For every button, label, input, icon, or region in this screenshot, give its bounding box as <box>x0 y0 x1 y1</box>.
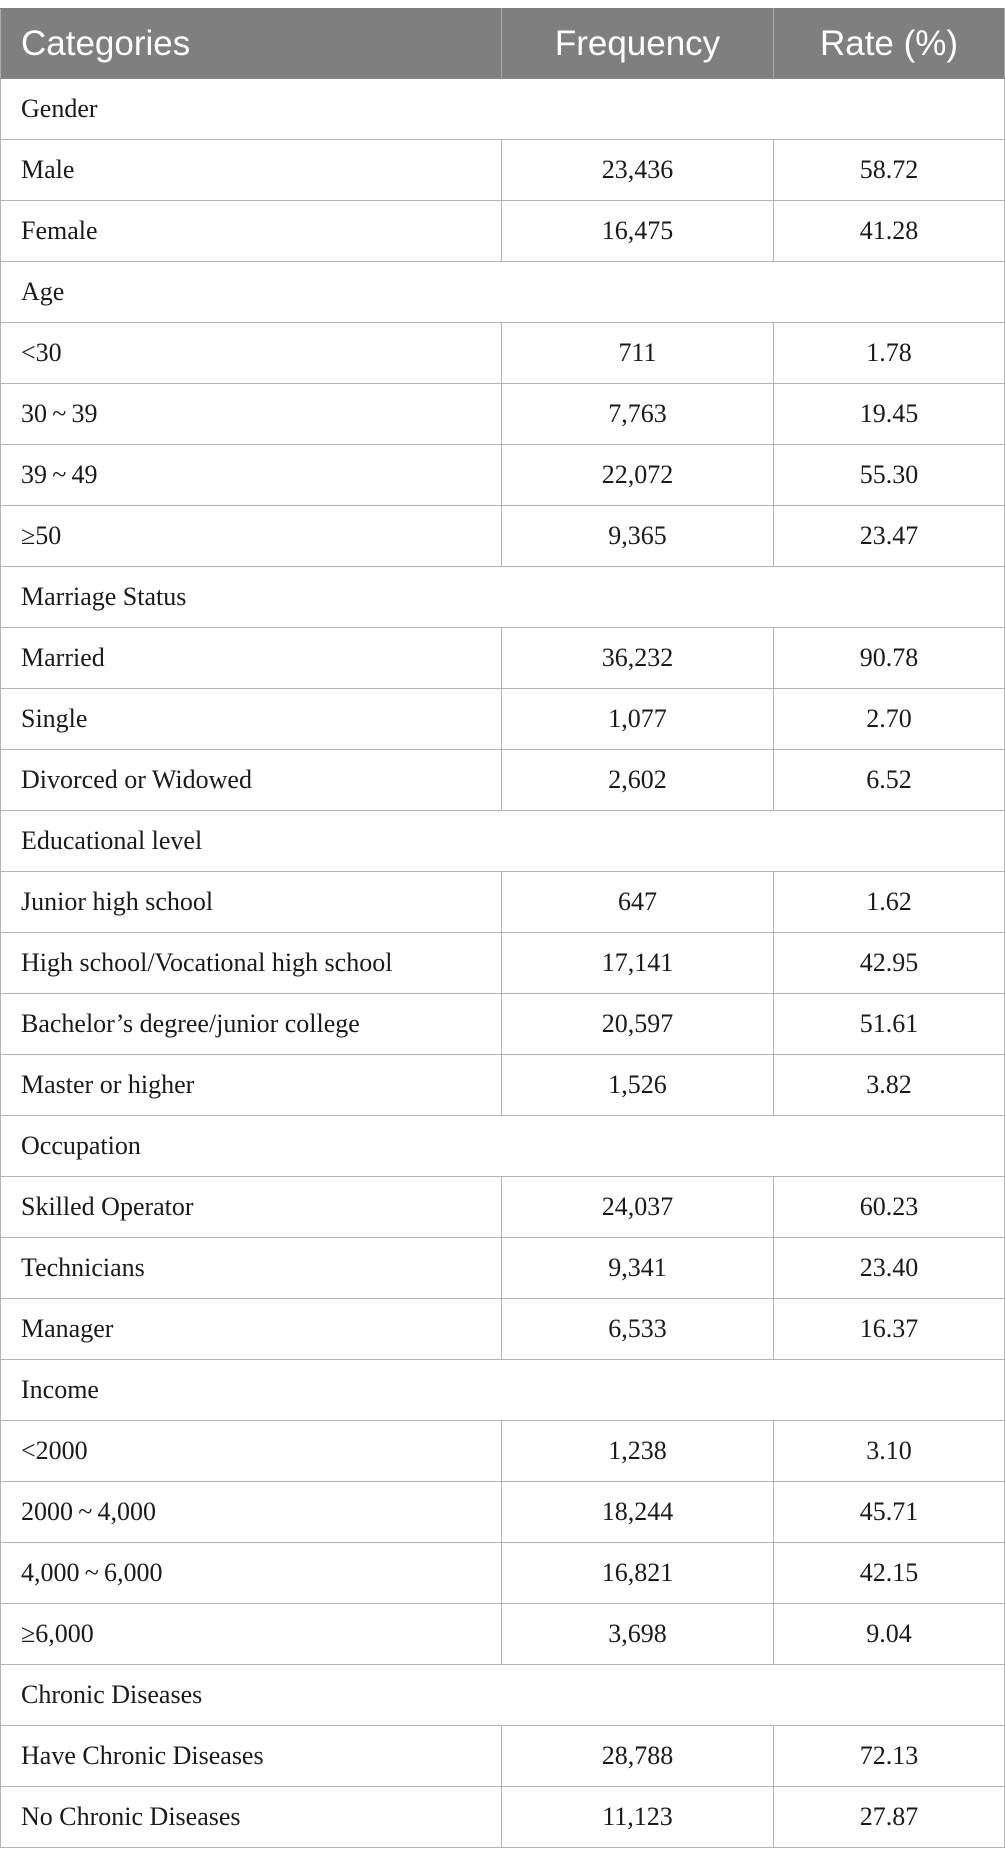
rate-cell: 51.61 <box>774 994 1005 1055</box>
frequency-cell: 2,602 <box>502 750 774 811</box>
category-cell: 2000 ~ 4,000 <box>1 1482 502 1543</box>
frequency-cell: 3,698 <box>502 1604 774 1665</box>
rate-cell: 42.95 <box>774 933 1005 994</box>
table-row <box>1 445 1005 506</box>
header-categories: Categories <box>1 9 502 79</box>
rate-cell: 72.13 <box>774 1726 1005 1787</box>
frequency-cell: 9,341 <box>502 1238 774 1299</box>
header-row <box>1 9 1005 79</box>
table-row <box>1 506 1005 567</box>
rate-cell: 27.87 <box>774 1787 1005 1848</box>
frequency-cell: 36,232 <box>502 628 774 689</box>
table-row <box>1 689 1005 750</box>
table-row <box>1 872 1005 933</box>
rate-cell: 3.82 <box>774 1055 1005 1116</box>
rate-cell: 58.72 <box>774 140 1005 201</box>
header-frequency: Frequency <box>502 9 774 79</box>
rate-cell: 3.10 <box>774 1421 1005 1482</box>
section-row <box>1 262 1005 323</box>
frequency-cell: 16,475 <box>502 201 774 262</box>
section-title: Age <box>1 262 1005 323</box>
category-cell: ≥6,000 <box>1 1604 502 1665</box>
table-body <box>1 79 1005 1848</box>
table-row <box>1 201 1005 262</box>
category-cell: 30 ~ 39 <box>1 384 502 445</box>
table-row <box>1 628 1005 689</box>
frequency-cell: 711 <box>502 323 774 384</box>
category-cell: 39 ~ 49 <box>1 445 502 506</box>
table-row <box>1 1177 1005 1238</box>
category-cell: Male <box>1 140 502 201</box>
frequency-cell: 11,123 <box>502 1787 774 1848</box>
table-row <box>1 1726 1005 1787</box>
table-header <box>1 9 1005 79</box>
frequency-cell: 28,788 <box>502 1726 774 1787</box>
category-cell: <30 <box>1 323 502 384</box>
rate-cell: 23.47 <box>774 506 1005 567</box>
category-cell: Divorced or Widowed <box>1 750 502 811</box>
category-cell: Master or higher <box>1 1055 502 1116</box>
category-cell: Manager <box>1 1299 502 1360</box>
section-title: Educational level <box>1 811 1005 872</box>
section-title: Gender <box>1 79 1005 140</box>
category-cell: Bachelor’s degree/junior college <box>1 994 502 1055</box>
frequency-cell: 24,037 <box>502 1177 774 1238</box>
frequency-cell: 23,436 <box>502 140 774 201</box>
section-title: Income <box>1 1360 1005 1421</box>
category-cell: Female <box>1 201 502 262</box>
category-cell: Have Chronic Diseases <box>1 1726 502 1787</box>
section-title: Occupation <box>1 1116 1005 1177</box>
frequency-cell: 1,077 <box>502 689 774 750</box>
frequency-cell: 20,597 <box>502 994 774 1055</box>
table-row <box>1 994 1005 1055</box>
rate-cell: 1.62 <box>774 872 1005 933</box>
category-cell: Technicians <box>1 1238 502 1299</box>
table-row <box>1 1421 1005 1482</box>
category-cell: Skilled Operator <box>1 1177 502 1238</box>
rate-cell: 90.78 <box>774 628 1005 689</box>
frequency-cell: 1,526 <box>502 1055 774 1116</box>
rate-cell: 2.70 <box>774 689 1005 750</box>
section-row <box>1 1360 1005 1421</box>
category-cell: Junior high school <box>1 872 502 933</box>
table-row <box>1 1482 1005 1543</box>
table-row <box>1 750 1005 811</box>
section-row <box>1 811 1005 872</box>
table-row <box>1 384 1005 445</box>
category-cell: 4,000 ~ 6,000 <box>1 1543 502 1604</box>
table-row <box>1 140 1005 201</box>
category-cell: Single <box>1 689 502 750</box>
rate-cell: 60.23 <box>774 1177 1005 1238</box>
header-rate: Rate (%) <box>774 9 1005 79</box>
frequency-cell: 17,141 <box>502 933 774 994</box>
table-row <box>1 1238 1005 1299</box>
section-title: Chronic Diseases <box>1 1665 1005 1726</box>
rate-cell: 55.30 <box>774 445 1005 506</box>
frequency-cell: 1,238 <box>502 1421 774 1482</box>
rate-cell: 19.45 <box>774 384 1005 445</box>
frequency-cell: 6,533 <box>502 1299 774 1360</box>
frequency-cell: 18,244 <box>502 1482 774 1543</box>
table-row <box>1 1055 1005 1116</box>
table-row <box>1 1604 1005 1665</box>
frequency-cell: 16,821 <box>502 1543 774 1604</box>
demographics-table <box>0 8 1005 1848</box>
table-row <box>1 1543 1005 1604</box>
rate-cell: 6.52 <box>774 750 1005 811</box>
rate-cell: 9.04 <box>774 1604 1005 1665</box>
category-cell: High school/Vocational high school <box>1 933 502 994</box>
section-row <box>1 1665 1005 1726</box>
category-cell: No Chronic Diseases <box>1 1787 502 1848</box>
frequency-cell: 22,072 <box>502 445 774 506</box>
rate-cell: 41.28 <box>774 201 1005 262</box>
category-cell: <2000 <box>1 1421 502 1482</box>
table-row <box>1 1787 1005 1848</box>
rate-cell: 23.40 <box>774 1238 1005 1299</box>
frequency-cell: 7,763 <box>502 384 774 445</box>
rate-cell: 1.78 <box>774 323 1005 384</box>
section-row <box>1 567 1005 628</box>
table-row <box>1 933 1005 994</box>
rate-cell: 16.37 <box>774 1299 1005 1360</box>
frequency-cell: 647 <box>502 872 774 933</box>
table-row <box>1 1299 1005 1360</box>
category-cell: ≥50 <box>1 506 502 567</box>
category-cell: Married <box>1 628 502 689</box>
section-title: Marriage Status <box>1 567 1005 628</box>
rate-cell: 45.71 <box>774 1482 1005 1543</box>
rate-cell: 42.15 <box>774 1543 1005 1604</box>
section-row <box>1 1116 1005 1177</box>
table-row <box>1 323 1005 384</box>
frequency-cell: 9,365 <box>502 506 774 567</box>
section-row <box>1 79 1005 140</box>
